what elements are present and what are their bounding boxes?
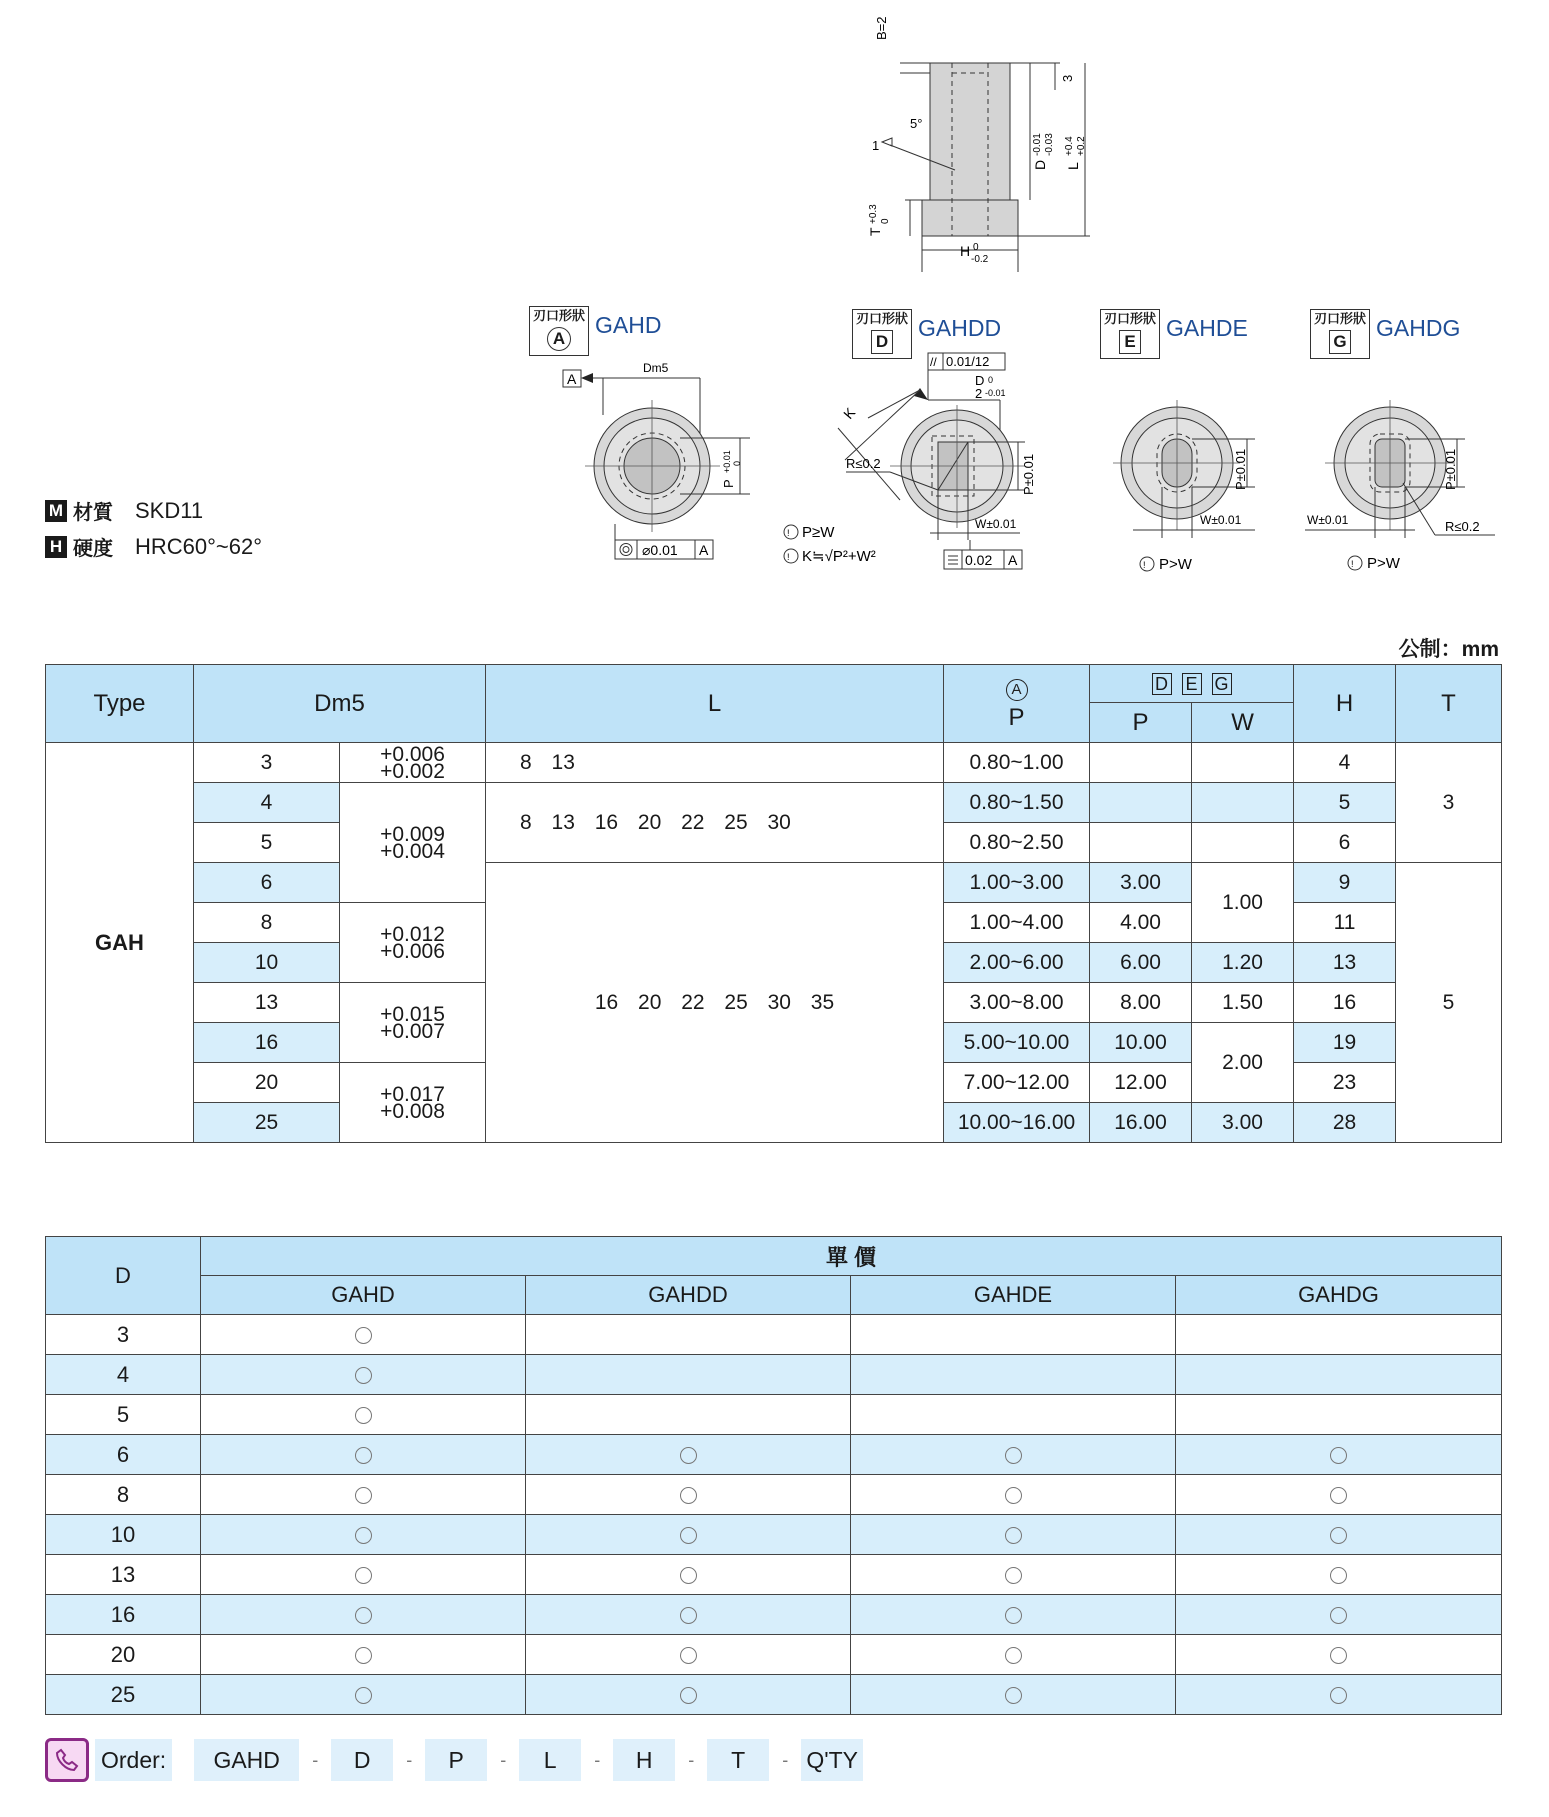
price-row — [46, 1595, 1502, 1635]
type-cell: GAH — [46, 743, 194, 1143]
price-row — [46, 1315, 1502, 1355]
dim-three: 3 — [1060, 74, 1075, 82]
shape-name: GAHDG — [1376, 315, 1461, 341]
dim-d-up: -0.01 — [1032, 133, 1043, 156]
available-circle-icon — [1330, 1567, 1347, 1584]
price-cell — [526, 1675, 851, 1715]
shape-box: 刃口形狀 G — [1310, 309, 1370, 359]
price-cell — [201, 1315, 526, 1355]
w-cell: 1.50 — [1192, 983, 1294, 1023]
p2-cell: 3.00 — [1090, 863, 1192, 903]
available-circle-icon — [1005, 1687, 1022, 1704]
price-cell — [201, 1475, 526, 1515]
tol-cell: +0.015 +0.007 — [340, 983, 486, 1063]
price-col-gahde: GAHDE — [851, 1276, 1176, 1315]
two-label: 2 — [975, 386, 983, 401]
available-circle-icon — [1005, 1447, 1022, 1464]
material-line — [45, 496, 203, 525]
price-col-gahd: GAHD — [201, 1276, 526, 1315]
p2-cell: 8.00 — [1090, 983, 1192, 1023]
price-cell — [851, 1635, 1176, 1675]
price-d-cell: 5 — [46, 1395, 201, 1435]
order-bar — [45, 1738, 863, 1782]
price-row — [46, 1435, 1502, 1475]
price-row — [46, 1475, 1502, 1515]
price-row — [46, 1355, 1502, 1395]
dim-d-low: -0.03 — [1044, 133, 1055, 156]
r-label: R≤0.2 — [846, 456, 881, 471]
code-square: D — [871, 330, 893, 354]
dim-five-deg: 5° — [910, 116, 923, 131]
tol-cell: +0.009 +0.004 — [340, 783, 486, 903]
header-w: W — [1192, 703, 1294, 743]
available-circle-icon — [680, 1647, 697, 1664]
svg-text:!: ! — [1351, 559, 1354, 569]
p-cell: 5.00~10.00 — [944, 1023, 1090, 1063]
available-circle-icon — [1005, 1487, 1022, 1504]
price-cell — [526, 1595, 851, 1635]
p2-cell: 16.00 — [1090, 1103, 1192, 1143]
material-label: 材質 — [73, 500, 113, 524]
code-square: E — [1119, 330, 1141, 354]
price-d-cell: 13 — [46, 1555, 201, 1595]
p-cell: 1.00~4.00 — [944, 903, 1090, 943]
p-cell: 10.00~16.00 — [944, 1103, 1090, 1143]
l-cell: 8 13 — [486, 743, 944, 783]
svg-text:!: ! — [1143, 560, 1146, 570]
price-cell — [1176, 1675, 1502, 1715]
header-p2: P — [1090, 703, 1192, 743]
available-circle-icon — [1005, 1567, 1022, 1584]
flat-ref: A — [1008, 552, 1018, 568]
dm5-label: Dm5 — [643, 361, 669, 375]
price-cell — [851, 1395, 1176, 1435]
price-cell — [526, 1475, 851, 1515]
price-cell — [526, 1395, 851, 1435]
p2-cell: 6.00 — [1090, 943, 1192, 983]
order-fields — [194, 1739, 863, 1781]
mark-d: D — [1152, 673, 1172, 695]
price-cell — [1176, 1635, 1502, 1675]
available-circle-icon — [680, 1527, 697, 1544]
price-cell — [201, 1395, 526, 1435]
price-cell — [1176, 1395, 1502, 1435]
material-badge: M — [45, 500, 67, 522]
phone-icon — [45, 1738, 89, 1782]
price-cell — [1176, 1355, 1502, 1395]
price-cell — [851, 1315, 1176, 1355]
price-cell — [851, 1475, 1176, 1515]
shape-box: 刃口形狀 A — [529, 306, 589, 356]
available-circle-icon — [1330, 1527, 1347, 1544]
price-cell — [1176, 1315, 1502, 1355]
h-cell: 19 — [1294, 1023, 1396, 1063]
order-separator: - — [312, 1749, 319, 1770]
mark-a: A — [1006, 679, 1028, 701]
price-row — [46, 1635, 1502, 1675]
price-row — [46, 1555, 1502, 1595]
fcf-tol: ⌀0.01 — [642, 542, 678, 558]
price-cell — [201, 1595, 526, 1635]
dim-h-up: 0 — [973, 242, 979, 253]
code-square: G — [1329, 330, 1351, 354]
material-value: SKD11 — [135, 497, 204, 523]
price-cell — [526, 1315, 851, 1355]
svg-text://: // — [930, 355, 937, 369]
shape-name: GAHDD — [918, 315, 1002, 341]
p-label: P — [721, 479, 736, 488]
dm5-cell: 6 — [194, 863, 340, 903]
parallel-tol: 0.01/12 — [946, 354, 990, 369]
p-cell: 1.00~3.00 — [944, 863, 1090, 903]
price-d-cell: 16 — [46, 1595, 201, 1635]
dim-t-low: 0 — [880, 218, 891, 224]
h-cell: 13 — [1294, 943, 1396, 983]
p2-cell — [1090, 743, 1192, 783]
svg-text:!: ! — [787, 528, 790, 538]
price-col-gahdg: GAHDG — [1176, 1276, 1502, 1315]
dim-t: T — [867, 227, 883, 236]
svg-text:!: ! — [787, 552, 790, 562]
p2-cell: 10.00 — [1090, 1023, 1192, 1063]
available-circle-icon — [355, 1447, 372, 1464]
shape-name: GAHD — [595, 312, 662, 338]
w-label: W±0.01 — [1200, 513, 1242, 527]
order-field-d[interactable]: D — [331, 1739, 393, 1781]
dim-l-up: +0.4 — [1064, 136, 1075, 156]
available-circle-icon — [680, 1567, 697, 1584]
flat-tol: 0.02 — [965, 552, 993, 568]
dm5-cell: 20 — [194, 1063, 340, 1103]
available-circle-icon — [1330, 1447, 1347, 1464]
dim-l: L — [1065, 162, 1081, 170]
price-cell — [1176, 1515, 1502, 1555]
header-dm5: Dm5 — [194, 665, 486, 743]
p-cell: 3.00~8.00 — [944, 983, 1090, 1023]
p2-cell: 12.00 — [1090, 1063, 1192, 1103]
p-tol-up: +0.01 — [722, 450, 732, 473]
note-1: P≥W — [802, 524, 835, 541]
spec-table — [45, 664, 1502, 1143]
p-label: P±0.01 — [1443, 448, 1458, 490]
dm5-cell: 16 — [194, 1023, 340, 1063]
w-cell: 1.00 — [1192, 863, 1294, 943]
header-deg-marks — [1090, 665, 1294, 703]
price-cell — [851, 1555, 1176, 1595]
dim-l-low: +0.2 — [1076, 136, 1087, 156]
w-cell — [1192, 783, 1294, 823]
order-separator: - — [594, 1749, 601, 1770]
shape-box: 刃口形狀 E — [1100, 309, 1160, 359]
p-tol-low: 0 — [732, 460, 742, 466]
p2-cell — [1090, 823, 1192, 863]
price-body — [46, 1315, 1502, 1715]
note-2: K≒√P²+W² — [802, 548, 876, 565]
price-d-cell: 25 — [46, 1675, 201, 1715]
price-row — [46, 1515, 1502, 1555]
header-a-p — [944, 665, 1090, 743]
available-circle-icon — [1005, 1527, 1022, 1544]
p-cell: 0.80~1.50 — [944, 783, 1090, 823]
order-label: Order: — [95, 1739, 172, 1781]
available-circle-icon — [1330, 1607, 1347, 1624]
p-cell: 0.80~1.00 — [944, 743, 1090, 783]
dm5-cell: 4 — [194, 783, 340, 823]
p-label: P±0.01 — [1233, 448, 1248, 490]
w-label: W±0.01 — [975, 517, 1017, 531]
r-label: R≤0.2 — [1445, 519, 1480, 534]
dm5-cell: 8 — [194, 903, 340, 943]
available-circle-icon — [355, 1647, 372, 1664]
price-cell — [201, 1675, 526, 1715]
tol-cell: +0.017 +0.008 — [340, 1063, 486, 1143]
price-table — [45, 1236, 1502, 1715]
dim-b: B=2 — [874, 16, 889, 40]
available-circle-icon — [355, 1487, 372, 1504]
hardness-value: HRC60°~62° — [135, 533, 263, 559]
p-cell: 2.00~6.00 — [944, 943, 1090, 983]
w-cell: 1.20 — [1192, 943, 1294, 983]
price-cell — [851, 1675, 1176, 1715]
order-field-h[interactable]: H — [613, 1739, 675, 1781]
available-circle-icon — [355, 1607, 372, 1624]
tol-cell: +0.006 +0.002 — [340, 743, 486, 783]
price-d-cell: 6 — [46, 1435, 201, 1475]
available-circle-icon — [355, 1527, 372, 1544]
available-circle-icon — [355, 1367, 372, 1384]
price-cell — [851, 1355, 1176, 1395]
order-field-t[interactable]: T — [707, 1739, 769, 1781]
header-p: P — [1008, 703, 1025, 731]
price-cell — [526, 1635, 851, 1675]
order-separator: - — [500, 1749, 507, 1770]
price-cell — [1176, 1555, 1502, 1595]
available-circle-icon — [680, 1447, 697, 1464]
header-h: H — [1294, 665, 1396, 743]
p-label: P±0.01 — [1021, 453, 1036, 495]
w-cell: 3.00 — [1192, 1103, 1294, 1143]
price-d-cell: 20 — [46, 1635, 201, 1675]
available-circle-icon — [1005, 1607, 1022, 1624]
fcf-ref: A — [699, 542, 709, 558]
datum-label: A — [567, 371, 577, 387]
price-cell — [526, 1555, 851, 1595]
dm5-cell: 3 — [194, 743, 340, 783]
header-t: T — [1396, 665, 1502, 743]
price-cell — [851, 1595, 1176, 1635]
l-cell: 8 13 16 20 22 25 30 — [486, 783, 944, 863]
hardness-line — [45, 532, 262, 561]
d0-tol: 0 — [988, 375, 994, 385]
bushing-side-view — [860, 10, 1120, 275]
order-field-l[interactable]: L — [519, 1739, 581, 1781]
price-col-gahdd: GAHDD — [526, 1276, 851, 1315]
p2-cell — [1090, 783, 1192, 823]
h-cell: 11 — [1294, 903, 1396, 943]
dim-t-up: +0.3 — [868, 204, 879, 224]
dim-h-low: -0.2 — [971, 254, 989, 265]
price-cell — [526, 1515, 851, 1555]
dm5-cell: 13 — [194, 983, 340, 1023]
dm5-cell: 25 — [194, 1103, 340, 1143]
price-cell — [1176, 1435, 1502, 1475]
shape-name: GAHDE — [1166, 315, 1248, 341]
price-cell — [851, 1435, 1176, 1475]
available-circle-icon — [355, 1327, 372, 1344]
shape-label-gahd — [529, 306, 661, 356]
d0-label: D — [975, 373, 985, 388]
price-cell — [1176, 1595, 1502, 1635]
l-cell: 16 20 22 25 30 35 — [486, 863, 944, 1143]
header-l: L — [486, 665, 944, 743]
mark-g: G — [1212, 673, 1232, 695]
available-circle-icon — [680, 1487, 697, 1504]
order-field-gahd[interactable]: GAHD — [194, 1739, 299, 1781]
price-d-cell: 4 — [46, 1355, 201, 1395]
h-cell: 28 — [1294, 1103, 1396, 1143]
order-separator: - — [782, 1749, 789, 1770]
order-field-p[interactable]: P — [425, 1739, 487, 1781]
available-circle-icon — [680, 1607, 697, 1624]
available-circle-icon — [1330, 1687, 1347, 1704]
price-cell — [526, 1355, 851, 1395]
available-circle-icon — [355, 1567, 372, 1584]
dim-h: H — [960, 243, 971, 259]
h-cell: 16 — [1294, 983, 1396, 1023]
code-circle: A — [547, 327, 571, 351]
shape-label-gahde — [1100, 309, 1248, 359]
available-circle-icon — [1330, 1487, 1347, 1504]
available-circle-icon — [680, 1687, 697, 1704]
shape-label-gahdg — [1310, 309, 1460, 359]
unit-label: 公制：mm — [1398, 638, 1499, 661]
tol-cell: +0.012 +0.006 — [340, 903, 486, 983]
t-cell: 3 — [1396, 743, 1502, 863]
price-d-cell: 10 — [46, 1515, 201, 1555]
h-cell: 6 — [1294, 823, 1396, 863]
price-header-title: 單 價 — [201, 1237, 1502, 1276]
order-separator: - — [406, 1749, 413, 1770]
available-circle-icon — [1330, 1647, 1347, 1664]
order-separator: - — [688, 1749, 695, 1770]
note: P>W — [1367, 555, 1400, 572]
price-d-cell: 8 — [46, 1475, 201, 1515]
price-cell — [526, 1435, 851, 1475]
price-d-cell: 3 — [46, 1315, 201, 1355]
h-cell: 4 — [1294, 743, 1396, 783]
note: P>W — [1159, 556, 1192, 573]
hardness-label: 硬度 — [73, 536, 113, 560]
t-cell: 5 — [1396, 863, 1502, 1143]
p-cell: 7.00~12.00 — [944, 1063, 1090, 1103]
mark-e: E — [1182, 673, 1202, 695]
two-tol: -0.01 — [985, 388, 1006, 398]
order-field-qty[interactable]: Q'TY — [801, 1739, 863, 1781]
price-cell — [201, 1635, 526, 1675]
header-type: Type — [46, 665, 194, 743]
price-cell — [201, 1355, 526, 1395]
hardness-badge: H — [45, 536, 67, 558]
shape-box: 刃口形狀 D — [852, 309, 912, 359]
dm5-cell: 10 — [194, 943, 340, 983]
p-cell: 0.80~2.50 — [944, 823, 1090, 863]
price-row — [46, 1395, 1502, 1435]
price-row — [46, 1675, 1502, 1715]
h-cell: 23 — [1294, 1063, 1396, 1103]
h-cell: 5 — [1294, 783, 1396, 823]
price-cell — [201, 1555, 526, 1595]
price-cell — [1176, 1475, 1502, 1515]
price-header-d: D — [46, 1237, 201, 1315]
k-label: K — [840, 404, 859, 422]
w-label: W±0.01 — [1307, 513, 1349, 527]
dim-d: D — [1032, 159, 1048, 170]
h-cell: 9 — [1294, 863, 1396, 903]
available-circle-icon — [355, 1687, 372, 1704]
price-cell — [201, 1435, 526, 1475]
p2-cell: 4.00 — [1090, 903, 1192, 943]
dim-one: 1 — [872, 138, 880, 153]
price-cell — [851, 1515, 1176, 1555]
w-cell — [1192, 743, 1294, 783]
w-cell: 2.00 — [1192, 1023, 1294, 1103]
available-circle-icon — [355, 1407, 372, 1424]
w-cell — [1192, 823, 1294, 863]
price-cell — [201, 1515, 526, 1555]
dm5-cell: 5 — [194, 823, 340, 863]
available-circle-icon — [1005, 1647, 1022, 1664]
